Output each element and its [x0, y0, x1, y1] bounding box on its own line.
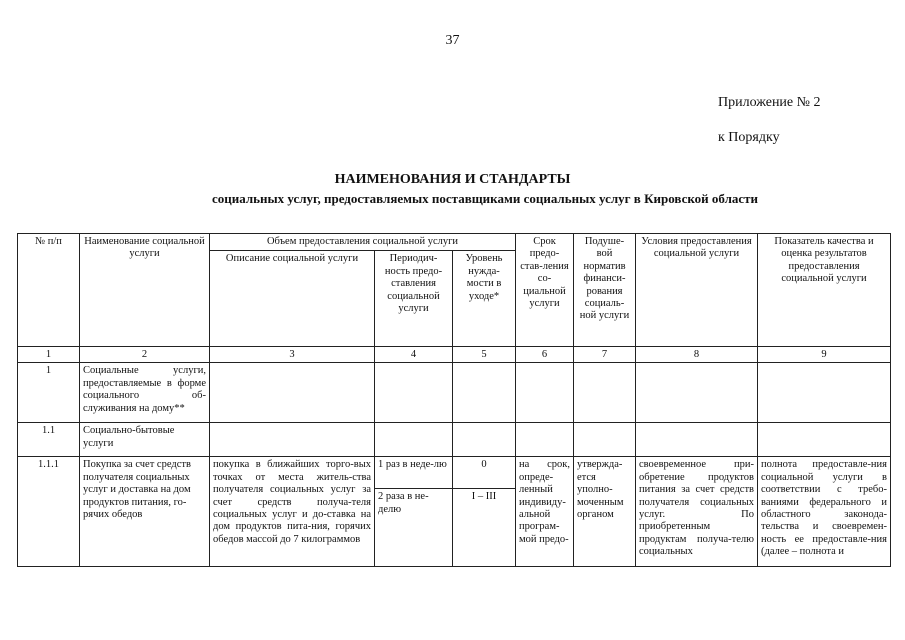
column-number: 8 — [636, 347, 758, 363]
row-num: 1.1.1 — [18, 457, 80, 567]
row-quality: полнота предоставле-ния социальной услуги в соответствии с требо-ваниями федерального и областного законода-тельства и своевремен-ность ее предоставле-ния (далее – полнота и — [758, 457, 891, 567]
column-number: 6 — [516, 347, 574, 363]
document-subtitle: социальных услуг, предоставляемых поставщиками социальных услуг в Кировской области — [211, 191, 759, 206]
header-term: Срок предо-став-ления со-циальной услуги — [516, 234, 574, 347]
table-row — [18, 423, 891, 457]
empty-cell — [375, 423, 453, 457]
empty-cell — [758, 363, 891, 423]
empty-cell — [375, 363, 453, 423]
row-name: Покупка за счет средств получателя социальных услуг и доставка на дом продуктов питания, го-рячих обедов — [80, 457, 210, 567]
empty-cell — [210, 423, 375, 457]
column-number: 7 — [574, 347, 636, 363]
row-level: I – III — [453, 489, 516, 567]
column-number: 4 — [375, 347, 453, 363]
header-num: № п/п — [18, 234, 80, 347]
standards-table — [17, 233, 891, 567]
header-quality: Показатель качества и оценка результатов предоставления социальной услуги — [758, 234, 891, 347]
column-number: 5 — [453, 347, 516, 363]
column-number: 3 — [210, 347, 375, 363]
column-number: 9 — [758, 347, 891, 363]
empty-cell — [516, 423, 574, 457]
row-level: 0 — [453, 457, 516, 489]
empty-cell — [574, 423, 636, 457]
document-title: НАИМЕНОВАНИЯ И СТАНДАРТЫ — [334, 172, 571, 187]
empty-cell — [574, 363, 636, 423]
header-row-1 — [18, 234, 891, 251]
empty-cell — [516, 363, 574, 423]
row-num: 1 — [18, 363, 80, 423]
row-num: 1.1 — [18, 423, 80, 457]
row-description: покупка в ближайших торго-вых точках от места житель-ства получателя социальных услуг за счет средств получа-теля социальных услуг и до-ставка на дом продуктов пита-ния, горячих обедов массой до 7 килограммов — [210, 457, 375, 567]
column-number-row — [18, 347, 891, 363]
empty-cell — [453, 423, 516, 457]
header-description: Описание социальной услуги — [210, 251, 375, 347]
column-number: 2 — [80, 347, 210, 363]
header-level: Уровень нужда-мости в уходе* — [453, 251, 516, 347]
appendix-label: Приложение № 2 — [718, 95, 821, 110]
row-conditions: своевременное при-обретение продуктов питания за счет средств получателя социальных услуг. По приобретенным продуктам получа-телю социальных — [636, 457, 758, 567]
table-row — [18, 457, 891, 489]
column-number: 1 — [18, 347, 80, 363]
header-volume: Объем предоставления социальной услуги — [210, 234, 516, 251]
appendix-sub-label: к Порядку — [718, 130, 780, 145]
row-periodicity: 1 раз в неде-лю — [375, 457, 453, 489]
header-norm: Подуше-вой норматив финанси-рования социаль-ной услуги — [574, 234, 636, 347]
header-conditions: Условия предоставления социальной услуги — [636, 234, 758, 347]
page-number: 37 — [445, 33, 460, 48]
header-periodicity: Периодич-ность предо-ставления социальной услуги — [375, 251, 453, 347]
header-name: Наименование социальной услуги — [80, 234, 210, 347]
empty-cell — [453, 363, 516, 423]
table-row — [18, 363, 891, 423]
empty-cell — [210, 363, 375, 423]
empty-cell — [636, 363, 758, 423]
empty-cell — [758, 423, 891, 457]
empty-cell — [636, 423, 758, 457]
row-norm: утвержда-ется уполно-моченным органом — [574, 457, 636, 567]
row-term: на срок, опреде-ленный индивиду-альной програм-мой предо- — [516, 457, 574, 567]
row-name: Социально-бытовые услуги — [80, 423, 210, 457]
row-name: Социальные услуги, предоставляемые в форме социального об-служивания на дому** — [80, 363, 210, 423]
row-periodicity: 2 раза в не-делю — [375, 489, 453, 567]
